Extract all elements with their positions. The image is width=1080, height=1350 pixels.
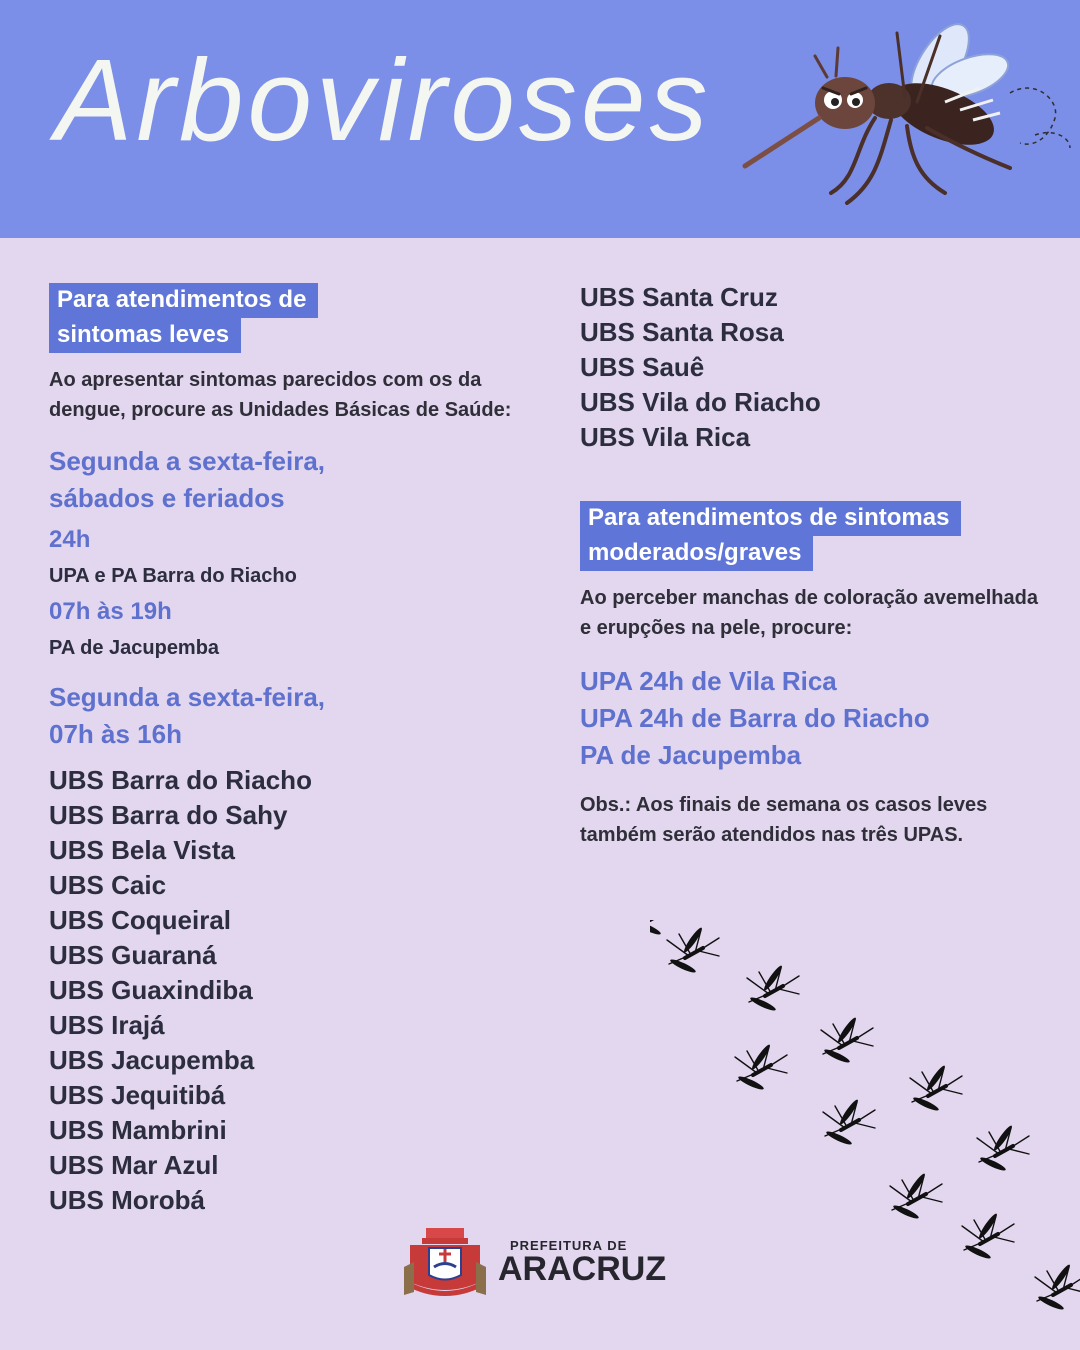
mild-symptoms-tag-line1: Para atendimentos de — [49, 283, 318, 318]
list-item: UPA 24h de Vila Rica — [580, 666, 837, 696]
left-ubs-list — [49, 763, 529, 1218]
list-item: UBS Irajá — [49, 1010, 165, 1040]
severe-symptoms-intro: Ao perceber manchas de coloração avemelhada e erupções na pele, procure: — [580, 587, 1038, 639]
schedule1-time2: 07h às 19h — [49, 598, 172, 625]
left-column — [49, 283, 529, 1218]
list-item: UBS Caic — [49, 870, 167, 900]
header-banner — [0, 0, 1080, 238]
list-item: UBS Morobá — [49, 1185, 205, 1215]
mosquito-swarm-icon — [650, 920, 1080, 1350]
schedule2-heading — [49, 679, 529, 753]
list-item: UBS Coqueiral — [49, 905, 232, 935]
schedule2-heading-line1: Segunda a sexta-feira, — [49, 682, 325, 712]
aracruz-logo — [400, 1220, 700, 1310]
logo-line2: ARACRUZ — [498, 1250, 667, 1288]
list-item: UBS Santa Rosa — [580, 317, 784, 347]
list-item: UBS Vila Rica — [580, 422, 751, 452]
list-item: UPA 24h de Barra do Riacho — [580, 703, 930, 733]
list-item: UBS Barra do Riacho — [49, 765, 312, 795]
list-item: UBS Barra do Sahy — [49, 800, 288, 830]
mild-symptoms-tag-line2: sintomas leves — [49, 318, 241, 353]
severe-symptoms-tag-line2: moderados/graves — [580, 536, 813, 571]
list-item: UBS Guaraná — [49, 940, 217, 970]
list-item: UBS Santa Cruz — [580, 282, 778, 312]
severe-symptoms-tag — [580, 501, 1040, 571]
schedule1-heading-line2: sábados e feriados — [49, 483, 285, 513]
mild-symptoms-tag — [49, 283, 529, 353]
list-item: UBS Mar Azul — [49, 1150, 219, 1180]
schedule1-place2: PA de Jacupemba — [49, 637, 220, 659]
list-item: UBS Mambrini — [49, 1115, 227, 1145]
list-item: UBS Bela Vista — [49, 835, 235, 865]
mild-symptoms-intro: Ao apresentar sintomas parecidos com os da dengue, procure as Unidades Básicas de Saúde: — [49, 369, 512, 421]
list-item: UBS Jacupemba — [49, 1045, 255, 1075]
list-item: UBS Vila do Riacho — [580, 387, 821, 417]
right-column — [580, 280, 1040, 850]
logo-line1: PREFEITURA DE — [510, 1238, 628, 1253]
page-title: Arboviroses — [55, 35, 712, 165]
severe-units-list — [580, 663, 1040, 774]
list-item: UBS Sauê — [580, 352, 705, 382]
list-item: PA de Jacupemba — [580, 740, 802, 770]
schedule1-time1: 24h — [49, 526, 91, 553]
list-item: UBS Guaxindiba — [49, 975, 253, 1005]
right-ubs-list — [580, 280, 1040, 455]
severe-symptoms-tag-line1: Para atendimentos de sintomas — [580, 501, 961, 536]
weekend-note: Obs.: Aos finais de semana os casos leves também serão atendidos nas três UPAS. — [580, 794, 988, 846]
mosquito-illustration-icon — [735, 18, 1080, 218]
schedule1-heading — [49, 443, 529, 517]
list-item: UBS Jequitibá — [49, 1080, 226, 1110]
schedule1-heading-line1: Segunda a sexta-feira, — [49, 446, 325, 476]
schedule2-heading-line2: 07h às 16h — [49, 719, 182, 749]
schedule1-place1: UPA e PA Barra do Riacho — [49, 565, 297, 587]
city-crest-icon — [400, 1220, 490, 1300]
